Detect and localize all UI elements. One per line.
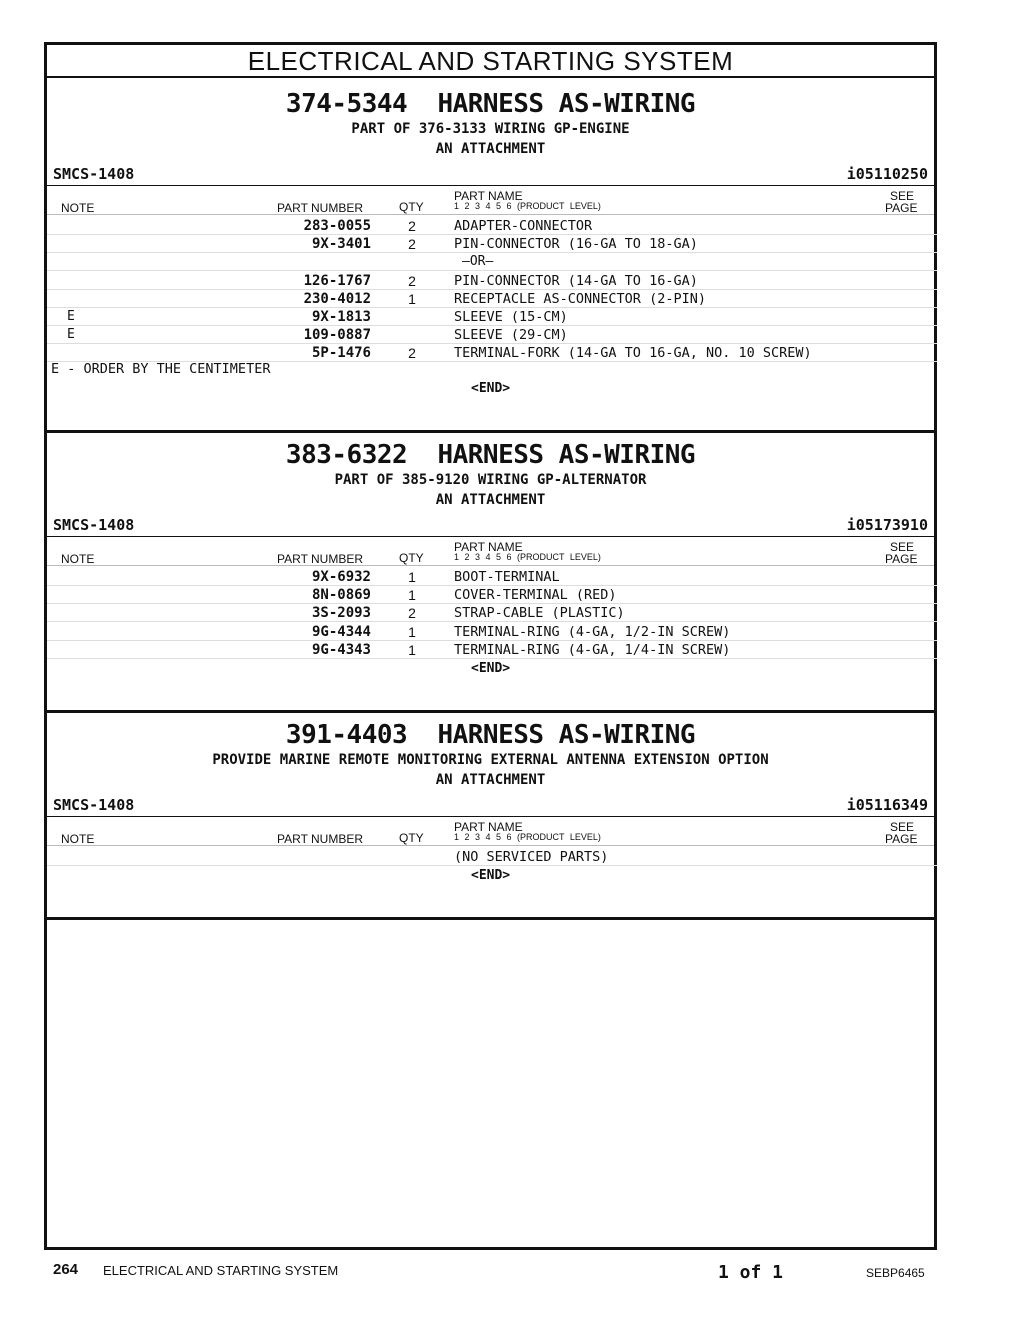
section-2-title: 383-6322 HARNESS AS-WIRING — [285, 440, 696, 470]
section-1-footnote: E - ORDER BY THE CENTIMETER — [51, 361, 271, 377]
section-1-smcs: SMCS-1408 — [53, 165, 135, 183]
row-part-number: 3S-2093 — [311, 605, 371, 622]
section-3-end: <END> — [471, 868, 511, 883]
col-qty: QTY — [399, 831, 424, 845]
col-note: NOTE — [61, 832, 95, 846]
table-row — [47, 290, 937, 308]
row-part-name: PIN-CONNECTOR (16-GA TO 18-GA) — [454, 236, 698, 253]
col-page: PAGE — [885, 832, 918, 846]
table-row — [47, 568, 937, 586]
col-product-level: 1 2 3 4 5 6 (PRODUCT LEVEL) — [454, 201, 601, 211]
row-part-number: 283-0055 — [303, 218, 371, 234]
section-divider — [47, 710, 934, 713]
row-part-number: 126-1767 — [303, 272, 371, 289]
col-note: NOTE — [61, 201, 95, 215]
table-row — [47, 604, 937, 622]
table-row — [47, 586, 937, 604]
section-3-attachment: AN ATTACHMENT — [435, 772, 546, 788]
section-2-end: <END> — [471, 661, 511, 676]
col-part-name: PART NAME — [454, 540, 523, 554]
row-part-name: BOOT-TERMINAL — [454, 569, 560, 585]
row-part-number: 9G-4344 — [311, 623, 371, 640]
footer-page-number: 264 — [53, 1261, 79, 1278]
row-qty: 1 — [408, 569, 416, 585]
section-2-subtitle: PART OF 385-9120 WIRING GP-ALTERNATOR — [334, 472, 647, 488]
col-part-name: PART NAME — [454, 189, 523, 203]
footer-page-count: 1 of 1 — [718, 1262, 784, 1283]
footer-doc-code: SEBP6465 — [866, 1266, 925, 1280]
col-see: SEE — [890, 820, 915, 834]
row-qty: 1 — [408, 641, 416, 658]
table-row — [47, 623, 937, 641]
col-qty: QTY — [399, 551, 424, 565]
row-qty: 1 — [408, 623, 416, 640]
row-part-name: COVER-TERMINAL (RED) — [454, 587, 617, 604]
section-3-column-header — [47, 816, 934, 846]
row-alternative-marker: —OR— — [462, 254, 494, 270]
section-1-attachment: AN ATTACHMENT — [435, 141, 546, 157]
row-qty: 2 — [408, 605, 416, 622]
row-qty: 2 — [408, 236, 416, 253]
section-2-header — [47, 440, 934, 510]
section-2-column-header — [47, 536, 934, 566]
table-row — [47, 272, 937, 290]
section-3-illustration-id: i05116349 — [846, 796, 928, 814]
table-row — [47, 848, 937, 866]
col-qty: QTY — [399, 200, 424, 214]
section-1-subtitle: PART OF 376-3133 WIRING GP-ENGINE — [351, 121, 630, 137]
section-divider — [47, 430, 934, 433]
page-frame — [44, 42, 937, 1250]
row-part-number: 9X-6932 — [311, 569, 371, 585]
row-qty: 2 — [408, 272, 416, 289]
row-note: E — [67, 327, 75, 343]
section-1-end: <END> — [471, 381, 511, 396]
table-row — [47, 253, 937, 271]
row-part-name: (NO SERVICED PARTS) — [454, 849, 609, 865]
row-part-number: 8N-0869 — [311, 587, 371, 604]
col-part-number: PART NUMBER — [277, 201, 364, 215]
section-1-column-header — [47, 185, 934, 215]
table-row — [47, 217, 937, 235]
col-page: PAGE — [885, 201, 918, 215]
row-part-number: 9X-1813 — [311, 309, 371, 325]
section-divider — [47, 917, 934, 920]
table-row — [47, 235, 937, 253]
section-2-smcs: SMCS-1408 — [53, 516, 135, 534]
row-part-name: RECEPTACLE AS-CONNECTOR (2-PIN) — [454, 290, 706, 307]
row-part-name: SLEEVE (15-CM) — [454, 309, 568, 325]
row-part-name: PIN-CONNECTOR (14-GA TO 16-GA) — [454, 272, 698, 289]
section-1-illustration-id: i05110250 — [846, 165, 928, 183]
row-qty: 2 — [408, 218, 416, 234]
row-part-number: 9G-4343 — [311, 641, 371, 658]
section-3-header — [47, 720, 934, 790]
table-row — [47, 308, 937, 326]
row-part-name: STRAP-CABLE (PLASTIC) — [454, 605, 625, 622]
row-note: E — [67, 309, 75, 324]
row-part-name: SLEEVE (29-CM) — [454, 327, 568, 344]
col-see: SEE — [890, 540, 915, 554]
row-qty: 1 — [408, 290, 416, 307]
row-qty: 2 — [408, 345, 416, 362]
section-1-title: 374-5344 HARNESS AS-WIRING — [285, 89, 696, 119]
col-note: NOTE — [61, 552, 95, 566]
col-part-number: PART NUMBER — [277, 832, 364, 846]
section-3-smcs: SMCS-1408 — [53, 796, 135, 814]
section-1-header — [47, 89, 934, 159]
col-page: PAGE — [885, 552, 918, 566]
section-2-illustration-id: i05173910 — [846, 516, 928, 534]
section-3-title: 391-4403 HARNESS AS-WIRING — [285, 720, 696, 750]
table-row — [47, 326, 937, 344]
row-part-number: 230-4012 — [303, 290, 371, 307]
col-see: SEE — [890, 189, 915, 203]
col-part-name: PART NAME — [454, 820, 523, 834]
col-part-number: PART NUMBER — [277, 552, 364, 566]
row-qty: 1 — [408, 587, 416, 604]
section-3-subtitle: PROVIDE MARINE REMOTE MONITORING EXTERNAL ANTENNA EXTENSION OPTION — [212, 752, 769, 768]
section-2-attachment: AN ATTACHMENT — [435, 492, 546, 508]
row-part-name: TERMINAL-RING (4-GA, 1/2-IN SCREW) — [454, 623, 731, 640]
col-product-level: 1 2 3 4 5 6 (PRODUCT LEVEL) — [454, 552, 601, 562]
row-part-number: 5P-1476 — [311, 345, 371, 362]
row-part-name: TERMINAL-RING (4-GA, 1/4-IN SCREW) — [454, 641, 731, 658]
row-part-number: 109-0887 — [303, 327, 371, 344]
table-row — [47, 641, 937, 659]
row-part-number: 9X-3401 — [311, 236, 371, 253]
col-product-level: 1 2 3 4 5 6 (PRODUCT LEVEL) — [454, 832, 601, 842]
table-row — [47, 344, 937, 362]
footer-section-title: ELECTRICAL AND STARTING SYSTEM — [103, 1263, 339, 1278]
row-part-name: ADAPTER-CONNECTOR — [454, 218, 593, 234]
row-part-name: TERMINAL-FORK (14-GA TO 16-GA, NO. 10 SCREW) — [454, 345, 812, 362]
page-title: ELECTRICAL AND STARTING SYSTEM — [47, 45, 934, 78]
